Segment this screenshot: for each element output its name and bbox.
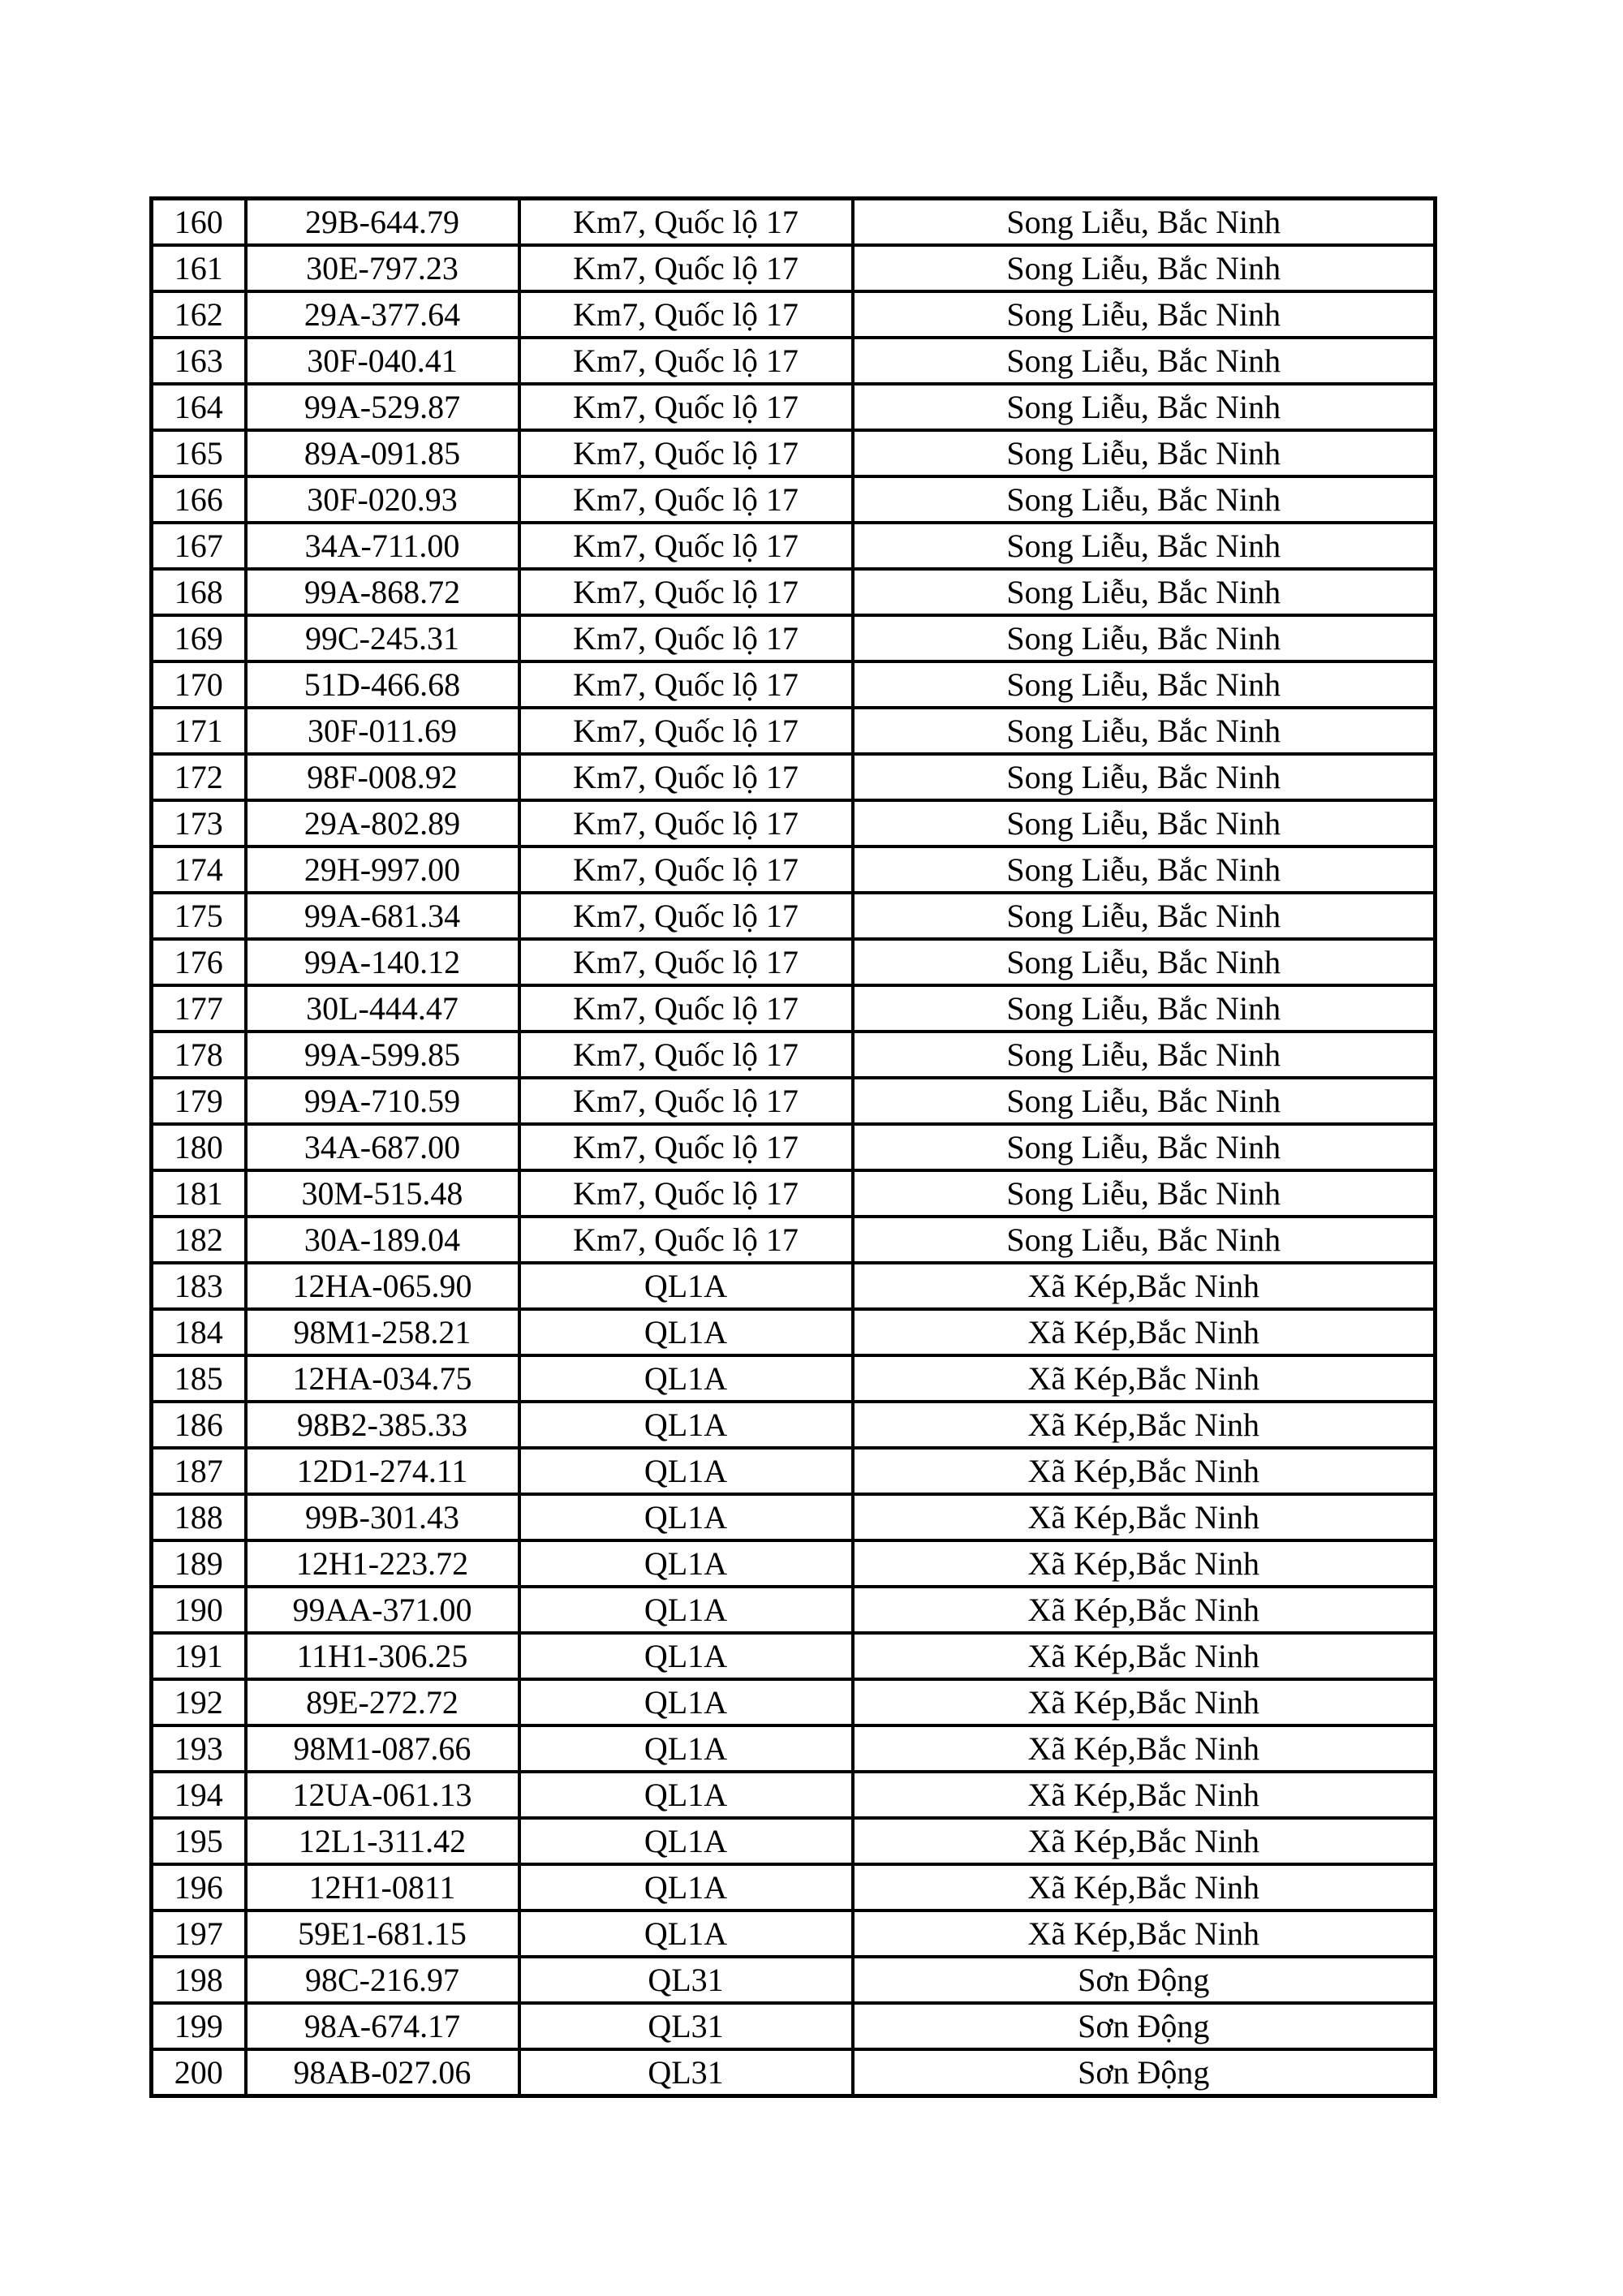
cell-index: 193 [152,1725,246,1772]
cell-route: Km7, Quốc lộ 17 [519,1032,853,1078]
cell-plate: 51D-466.68 [246,661,519,708]
cell-plate: 98AB-027.06 [246,2049,519,2096]
cell-location: Song Liễu, Bắc Ninh [853,1170,1436,1217]
cell-plate: 12D1-274.11 [246,1448,519,1494]
cell-location: Song Liễu, Bắc Ninh [853,1217,1436,1263]
table-row [152,291,1436,338]
cell-location: Song Liễu, Bắc Ninh [853,569,1436,615]
cell-location: Xã Kép,Bắc Ninh [853,1494,1436,1540]
cell-index: 200 [152,2049,246,2096]
cell-index: 162 [152,291,246,338]
table-row [152,1448,1436,1494]
cell-location: Xã Kép,Bắc Ninh [853,1263,1436,1309]
cell-plate: 98B2-385.33 [246,1402,519,1448]
cell-location: Song Liễu, Bắc Ninh [853,523,1436,569]
table-row [152,1124,1436,1170]
cell-route: Km7, Quốc lộ 17 [519,291,853,338]
cell-location: Xã Kép,Bắc Ninh [853,1309,1436,1355]
cell-plate: 30F-040.41 [246,338,519,384]
cell-route: Km7, Quốc lộ 17 [519,708,853,754]
cell-route: Km7, Quốc lộ 17 [519,800,853,846]
cell-index: 160 [152,199,246,246]
cell-location: Xã Kép,Bắc Ninh [853,1402,1436,1448]
cell-location: Song Liễu, Bắc Ninh [853,245,1436,291]
cell-index: 164 [152,384,246,430]
cell-location: Song Liễu, Bắc Ninh [853,939,1436,985]
cell-plate: 98M1-258.21 [246,1309,519,1355]
cell-location: Song Liễu, Bắc Ninh [853,291,1436,338]
cell-index: 185 [152,1355,246,1402]
cell-plate: 99A-681.34 [246,893,519,939]
cell-location: Xã Kép,Bắc Ninh [853,1910,1436,1957]
cell-index: 167 [152,523,246,569]
cell-index: 179 [152,1078,246,1124]
cell-location: Xã Kép,Bắc Ninh [853,1355,1436,1402]
cell-plate: 29H-997.00 [246,846,519,893]
cell-plate: 30F-011.69 [246,708,519,754]
cell-index: 169 [152,615,246,661]
table-row [152,1587,1436,1633]
cell-index: 194 [152,1772,246,1818]
table-row [152,2003,1436,2049]
table-row [152,1818,1436,1864]
cell-plate: 12UA-061.13 [246,1772,519,1818]
table-row [152,754,1436,800]
cell-index: 163 [152,338,246,384]
cell-index: 161 [152,245,246,291]
table-row [152,1309,1436,1355]
cell-route: Km7, Quốc lộ 17 [519,846,853,893]
cell-location: Sơn Động [853,2003,1436,2049]
cell-route: Km7, Quốc lộ 17 [519,199,853,246]
table-row [152,245,1436,291]
cell-route: QL1A [519,1402,853,1448]
cell-location: Song Liễu, Bắc Ninh [853,476,1436,523]
cell-route: QL1A [519,1263,853,1309]
cell-plate: 30E-797.23 [246,245,519,291]
cell-index: 196 [152,1864,246,1910]
table-row [152,1355,1436,1402]
cell-index: 170 [152,661,246,708]
cell-location: Song Liễu, Bắc Ninh [853,1078,1436,1124]
cell-plate: 99C-245.31 [246,615,519,661]
table-row [152,384,1436,430]
table-row [152,523,1436,569]
cell-route: QL1A [519,1818,853,1864]
cell-plate: 29A-377.64 [246,291,519,338]
cell-route: QL1A [519,1772,853,1818]
cell-location: Xã Kép,Bắc Ninh [853,1633,1436,1679]
cell-index: 186 [152,1402,246,1448]
cell-route: QL1A [519,1587,853,1633]
cell-location: Song Liễu, Bắc Ninh [853,985,1436,1032]
cell-route: Km7, Quốc lộ 17 [519,939,853,985]
table-row [152,985,1436,1032]
cell-route: Km7, Quốc lộ 17 [519,476,853,523]
cell-index: 175 [152,893,246,939]
cell-index: 172 [152,754,246,800]
cell-index: 190 [152,1587,246,1633]
cell-route: QL1A [519,1448,853,1494]
cell-index: 198 [152,1957,246,2003]
cell-plate: 89A-091.85 [246,430,519,476]
cell-route: QL1A [519,1910,853,1957]
cell-route: Km7, Quốc lộ 17 [519,384,853,430]
cell-plate: 99A-140.12 [246,939,519,985]
cell-location: Xã Kép,Bắc Ninh [853,1448,1436,1494]
cell-route: Km7, Quốc lộ 17 [519,893,853,939]
cell-plate: 30A-189.04 [246,1217,519,1263]
cell-route: Km7, Quốc lộ 17 [519,985,853,1032]
cell-plate: 99A-529.87 [246,384,519,430]
cell-index: 166 [152,476,246,523]
table-row [152,1864,1436,1910]
cell-index: 165 [152,430,246,476]
cell-location: Song Liễu, Bắc Ninh [853,338,1436,384]
cell-index: 181 [152,1170,246,1217]
cell-plate: 12H1-0811 [246,1864,519,1910]
cell-index: 168 [152,569,246,615]
cell-location: Xã Kép,Bắc Ninh [853,1725,1436,1772]
cell-route: QL31 [519,1957,853,2003]
cell-index: 176 [152,939,246,985]
table-row [152,939,1436,985]
cell-plate: 12HA-034.75 [246,1355,519,1402]
cell-index: 199 [152,2003,246,2049]
cell-index: 183 [152,1263,246,1309]
cell-index: 173 [152,800,246,846]
cell-index: 191 [152,1633,246,1679]
cell-route: Km7, Quốc lộ 17 [519,338,853,384]
cell-location: Xã Kép,Bắc Ninh [853,1679,1436,1725]
cell-location: Song Liễu, Bắc Ninh [853,893,1436,939]
cell-location: Song Liễu, Bắc Ninh [853,199,1436,246]
cell-plate: 99A-599.85 [246,1032,519,1078]
cell-location: Sơn Động [853,2049,1436,2096]
cell-location: Song Liễu, Bắc Ninh [853,1032,1436,1078]
table-row [152,1679,1436,1725]
cell-location: Song Liễu, Bắc Ninh [853,754,1436,800]
table-row [152,1540,1436,1587]
cell-route: Km7, Quốc lộ 17 [519,1124,853,1170]
cell-plate: 30F-020.93 [246,476,519,523]
table-row [152,1078,1436,1124]
cell-route: Km7, Quốc lộ 17 [519,1170,853,1217]
cell-plate: 99B-301.43 [246,1494,519,1540]
cell-route: Km7, Quốc lộ 17 [519,1217,853,1263]
cell-index: 187 [152,1448,246,1494]
table-row [152,2049,1436,2096]
table-row [152,476,1436,523]
cell-route: Km7, Quốc lộ 17 [519,569,853,615]
cell-route: Km7, Quốc lộ 17 [519,1078,853,1124]
cell-route: Km7, Quốc lộ 17 [519,523,853,569]
cell-route: QL1A [519,1540,853,1587]
table-row [152,661,1436,708]
cell-plate: 30M-515.48 [246,1170,519,1217]
cell-plate: 59E1-681.15 [246,1910,519,1957]
cell-location: Song Liễu, Bắc Ninh [853,846,1436,893]
cell-plate: 12H1-223.72 [246,1540,519,1587]
table-row [152,1170,1436,1217]
cell-location: Song Liễu, Bắc Ninh [853,1124,1436,1170]
cell-route: QL31 [519,2003,853,2049]
cell-plate: 12HA-065.90 [246,1263,519,1309]
cell-plate: 29A-802.89 [246,800,519,846]
table-row [152,1772,1436,1818]
cell-index: 182 [152,1217,246,1263]
table-row [152,338,1436,384]
cell-location: Xã Kép,Bắc Ninh [853,1864,1436,1910]
cell-route: QL1A [519,1355,853,1402]
table-row [152,1957,1436,2003]
cell-location: Xã Kép,Bắc Ninh [853,1540,1436,1587]
table-row [152,800,1436,846]
cell-route: Km7, Quốc lộ 17 [519,430,853,476]
cell-location: Song Liễu, Bắc Ninh [853,384,1436,430]
cell-route: Km7, Quốc lộ 17 [519,245,853,291]
cell-location: Song Liễu, Bắc Ninh [853,800,1436,846]
cell-location: Song Liễu, Bắc Ninh [853,430,1436,476]
table-row [152,1402,1436,1448]
table-row [152,1494,1436,1540]
cell-location: Xã Kép,Bắc Ninh [853,1772,1436,1818]
cell-route: Km7, Quốc lộ 17 [519,754,853,800]
table-row [152,1633,1436,1679]
cell-plate: 30L-444.47 [246,985,519,1032]
cell-plate: 34A-687.00 [246,1124,519,1170]
cell-route: QL1A [519,1494,853,1540]
cell-index: 180 [152,1124,246,1170]
cell-plate: 29B-644.79 [246,199,519,246]
table-row [152,199,1436,246]
table-row [152,569,1436,615]
cell-location: Xã Kép,Bắc Ninh [853,1818,1436,1864]
cell-route: QL1A [519,1679,853,1725]
cell-index: 192 [152,1679,246,1725]
cell-location: Song Liễu, Bắc Ninh [853,661,1436,708]
table-row [152,1032,1436,1078]
table-row [152,1217,1436,1263]
cell-location: Sơn Động [853,1957,1436,2003]
cell-plate: 98A-674.17 [246,2003,519,2049]
cell-plate: 98F-008.92 [246,754,519,800]
cell-index: 184 [152,1309,246,1355]
cell-index: 177 [152,985,246,1032]
table-row [152,430,1436,476]
cell-location: Xã Kép,Bắc Ninh [853,1587,1436,1633]
table-row [152,1910,1436,1957]
table-row [152,893,1436,939]
vehicle-plate-table [149,196,1437,2098]
cell-index: 189 [152,1540,246,1587]
cell-plate: 89E-272.72 [246,1679,519,1725]
table-row [152,708,1436,754]
table-body [152,199,1436,2096]
cell-route: QL1A [519,1864,853,1910]
cell-route: QL1A [519,1633,853,1679]
cell-index: 174 [152,846,246,893]
cell-plate: 99AA-371.00 [246,1587,519,1633]
cell-location: Song Liễu, Bắc Ninh [853,615,1436,661]
cell-route: QL1A [519,1309,853,1355]
cell-index: 171 [152,708,246,754]
cell-plate: 98M1-087.66 [246,1725,519,1772]
table-row [152,615,1436,661]
cell-index: 197 [152,1910,246,1957]
cell-index: 178 [152,1032,246,1078]
cell-plate: 99A-868.72 [246,569,519,615]
cell-plate: 99A-710.59 [246,1078,519,1124]
cell-plate: 98C-216.97 [246,1957,519,2003]
cell-plate: 11H1-306.25 [246,1633,519,1679]
table-row [152,1725,1436,1772]
cell-plate: 12L1-311.42 [246,1818,519,1864]
cell-route: QL1A [519,1725,853,1772]
cell-route: Km7, Quốc lộ 17 [519,661,853,708]
table-row [152,1263,1436,1309]
cell-index: 195 [152,1818,246,1864]
cell-location: Song Liễu, Bắc Ninh [853,708,1436,754]
table-row [152,846,1436,893]
cell-plate: 34A-711.00 [246,523,519,569]
cell-route: QL31 [519,2049,853,2096]
cell-route: Km7, Quốc lộ 17 [519,615,853,661]
cell-index: 188 [152,1494,246,1540]
